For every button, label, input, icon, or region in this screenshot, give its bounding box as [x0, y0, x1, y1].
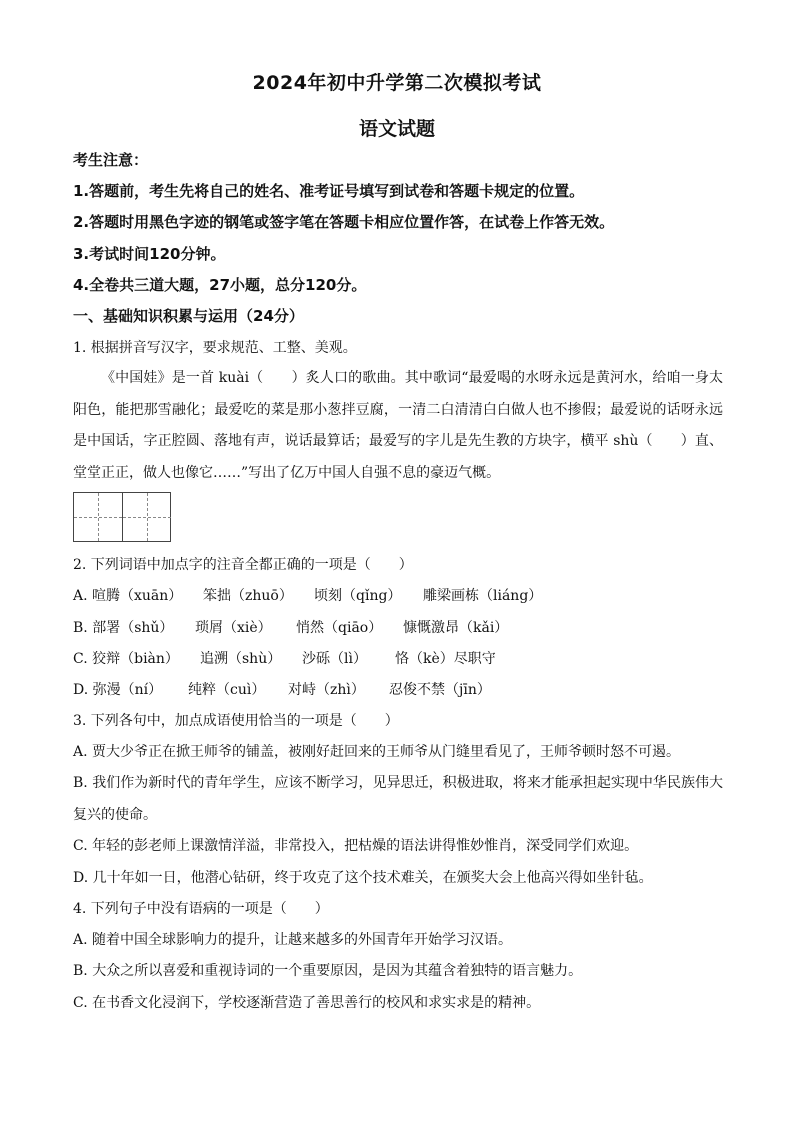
- question-1-stem: 1. 根据拼音写汉字，要求规范、工整、美观。: [73, 340, 357, 356]
- question-4-stem: 4. 下列句子中没有语病的一项是（ ）: [73, 901, 329, 917]
- option-term: 顷刻（qǐng）: [314, 588, 402, 604]
- exam-subtitle: 语文试题: [358, 118, 435, 140]
- notice-item: 2.答题时用黑色字迹的钢笔或签字笔在答题卡相应位置作答，在试卷上作答无效。: [73, 213, 615, 231]
- question-4-option-a: A. 随着中国全球影响力的提升，让越来越多的外国青年开始学习汉语。: [73, 932, 513, 948]
- question-3-option-b: B. 我们作为新时代的青年学生，应该不断学习，见异思迁，积极进取，将来才能承担起实现中华民族伟大复兴的使命。: [73, 775, 723, 823]
- notice-item: 1.答题前，考生先将自己的姓名、准考证号填写到试卷和答题卡规定的位置。: [73, 182, 585, 200]
- option-term: D. 弥漫（ní）: [73, 682, 163, 698]
- writing-cell[interactable]: [74, 493, 123, 541]
- question-2-stem: 2. 下列词语中加点字的注音全都正确的一项是（ ）: [73, 557, 413, 573]
- writing-cell[interactable]: [123, 493, 171, 541]
- question-3-option-a: A. 贾大少爷正在掀王师爷的铺盖，被刚好赶回来的王师爷从门缝里看见了，王师爷顿时怒不可遏。: [73, 744, 681, 760]
- option-term: 笨拙（zhuō）: [203, 588, 293, 604]
- option-term: 忍俊不禁（jīn）: [389, 682, 491, 698]
- notice-item: 3.考试时间120分钟。: [73, 245, 226, 263]
- question-3-option-c: C. 年轻的彭老师上课激情洋溢，非常投入，把枯燥的语法讲得惟妙惟肖，深受同学们欢迎。: [73, 838, 639, 854]
- option-term: 悄然（qiāo）: [296, 620, 383, 636]
- question-4-option-c: C. 在书香文化浸润下，学校逐渐营造了善思善行的校风和求实求是的精神。: [73, 995, 541, 1011]
- option-term: A. 喧腾（xuān）: [73, 588, 183, 604]
- option-term: 对峙（zhì）: [288, 682, 365, 698]
- question-3-stem: 3. 下列各句中，加点成语使用恰当的一项是（ ）: [73, 713, 399, 729]
- notice-item: 4.全卷共三道大题，27小题，总分120分。: [73, 276, 367, 294]
- option-term: 琐屑（xiè）: [195, 620, 272, 636]
- notice-heading: 考生注意：: [73, 151, 149, 169]
- option-term: 沙砾（lì）: [302, 651, 367, 667]
- option-term: 雕梁画栋（liáng）: [423, 588, 543, 604]
- option-term: 慷慨激昂（kǎi）: [403, 620, 509, 636]
- option-term: 纯粹（cuì）: [188, 682, 266, 698]
- question-1-passage: 《中国娃》是一首 kuài（ ）炙人口的歌曲。其中歌词“最爱喝的水呀永远是黄河水，给咱一身太阳色，能把那雪融化；最爱吃的菜是那小葱拌豆腐，一清二白清清白白做人也不掺假；最爱说的话呀永远是中国话，字正腔圆、落地有声，说话最算话；最爱写的字儿是先生教的方块字，横平 shù（ ）直、堂堂正正，做人也像它……”写出了亿万中国人自强不息的豪迈气概。: [73, 370, 723, 481]
- option-term: B. 部署（shǔ）: [73, 620, 174, 636]
- option-term: 恪（kè）尽职守: [395, 651, 496, 667]
- option-term: 追溯（shù）: [200, 651, 282, 667]
- writing-grid[interactable]: [73, 492, 171, 542]
- question-3-option-d: D. 几十年如一日，他潜心钻研，终于攻克了这个技术难关，在颁奖大会上他高兴得如坐针毡。: [73, 870, 653, 886]
- question-4-option-b: B. 大众之所以喜爱和重视诗词的一个重要原因，是因为其蕴含着独特的语言魅力。: [73, 963, 583, 979]
- exam-title: 2024年初中升学第二次模拟考试: [252, 72, 542, 94]
- section-heading: 一、基础知识积累与运用（24分）: [73, 307, 304, 325]
- option-term: C. 狡辩（biàn）: [73, 651, 179, 667]
